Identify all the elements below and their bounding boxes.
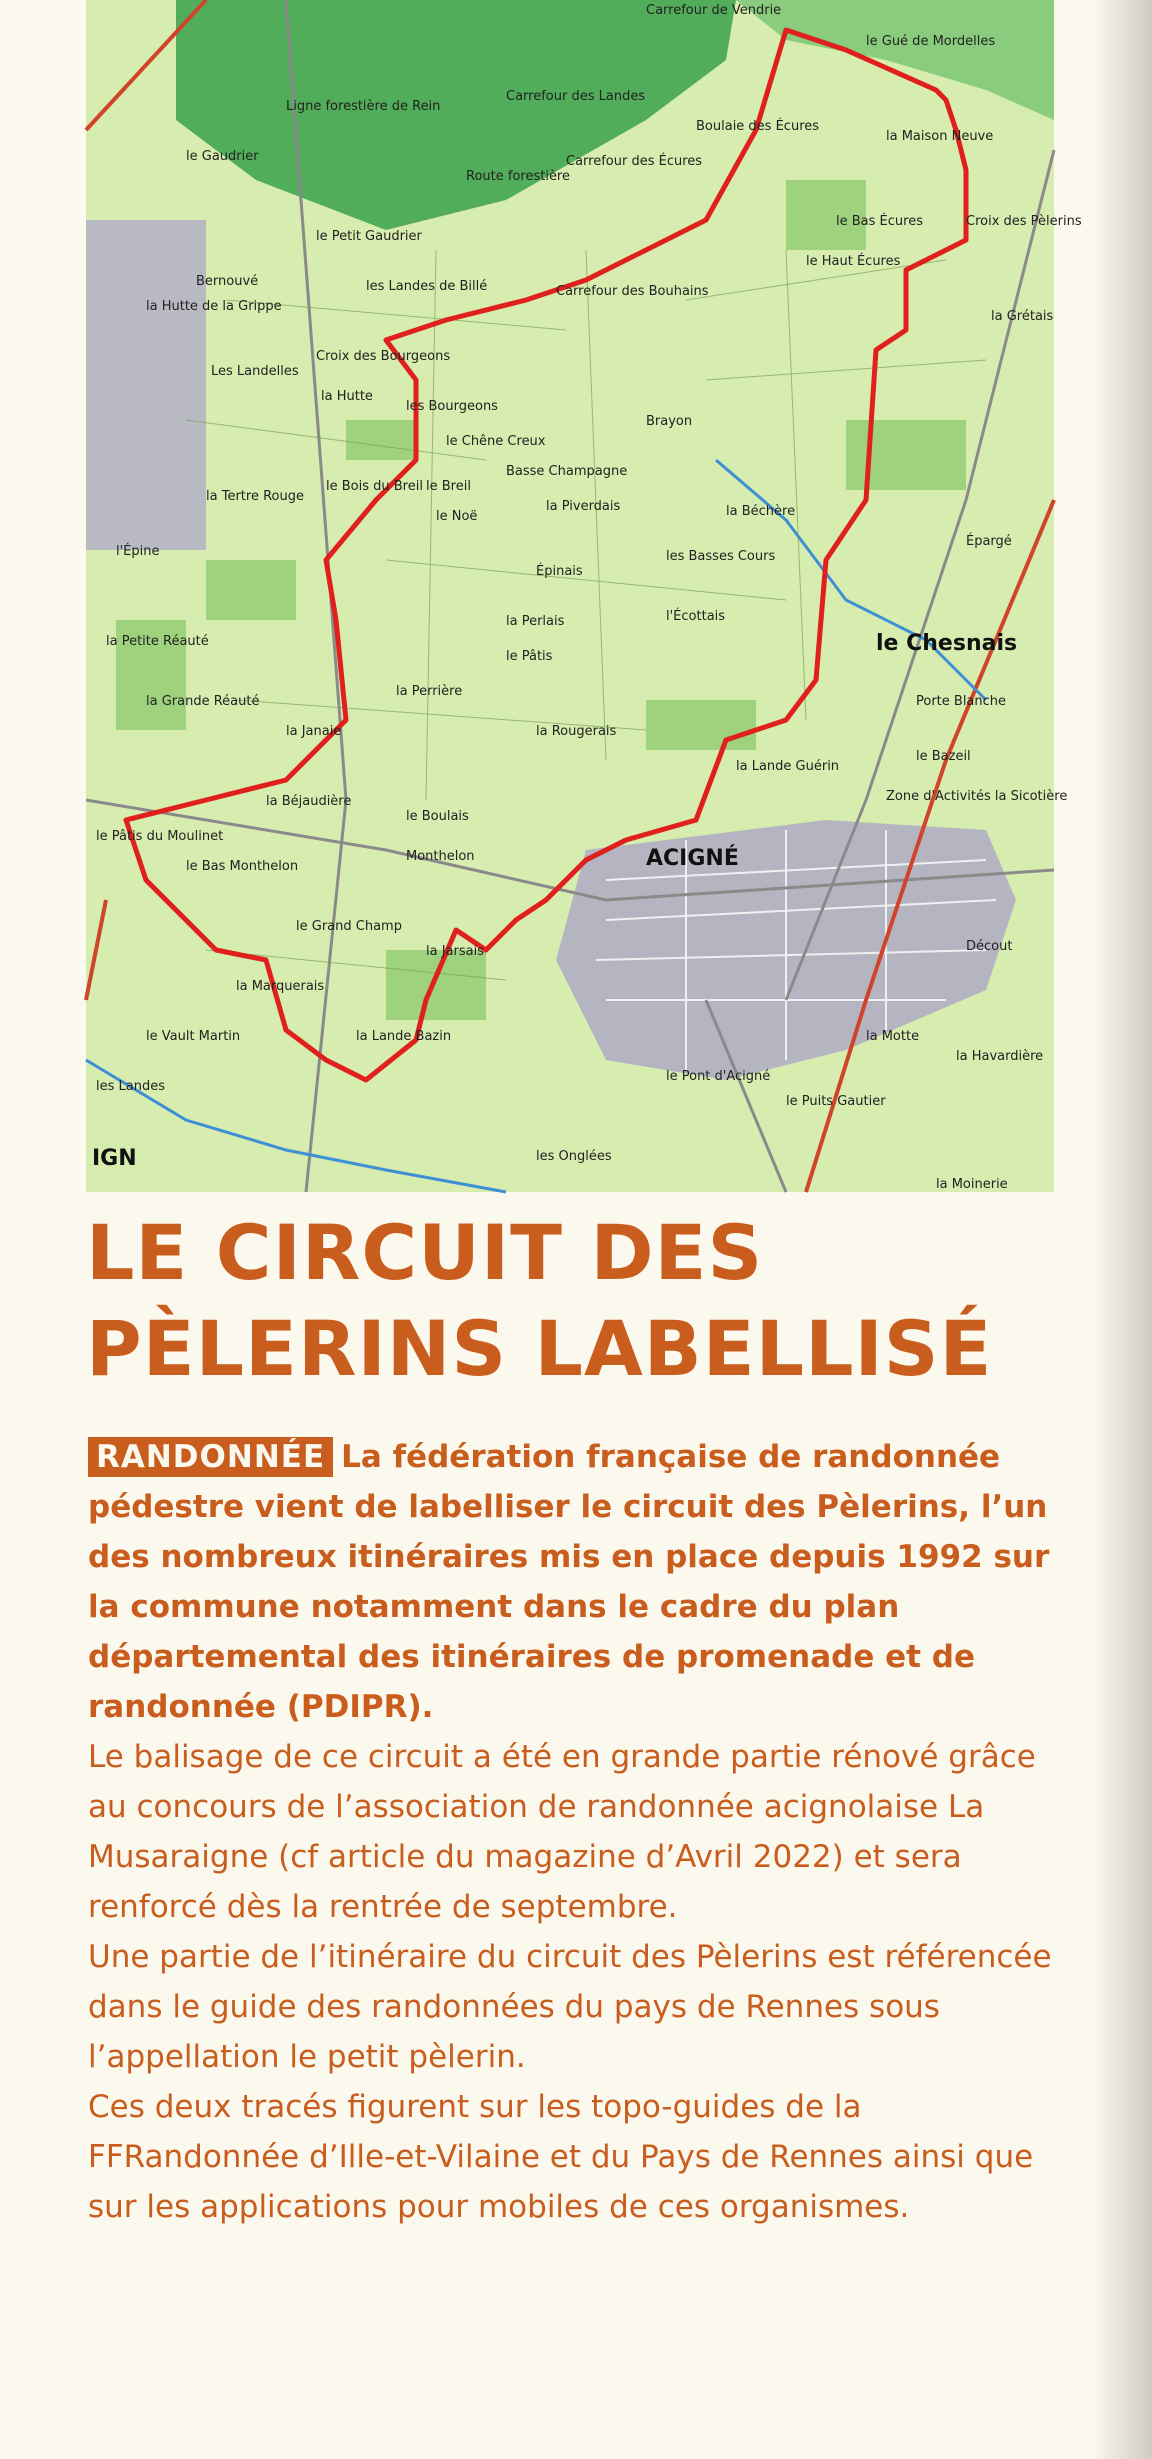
map-label: la Motte xyxy=(866,1029,920,1044)
map-label: les Bourgeons xyxy=(406,399,498,414)
lead-text: La fédération française de randonnée pédestre vient de labelliser le circuit des Pèlerins, l’un des nombreux itinéraires mis en place depuis 1992 sur la commune notamment dans le cadre du plan départemental des itinéraires de promenade et de randonnée (PDIPR). xyxy=(88,1439,1050,1725)
map-label: le Noë xyxy=(436,509,478,524)
map-label: le Bois du Breil xyxy=(326,479,423,494)
map-label: Les Landelles xyxy=(211,364,299,379)
map-label: Carrefour des Bouhains xyxy=(556,284,709,299)
map-label: Bernouvé xyxy=(196,274,259,289)
map-svg xyxy=(86,0,1082,1192)
map-label: Brayon xyxy=(646,414,693,429)
map-label: la Grétais xyxy=(991,309,1054,324)
map-label: Croix des Pèlerins xyxy=(966,214,1082,229)
map-label: les Landes xyxy=(96,1079,165,1094)
map-label: Épinais xyxy=(536,564,583,579)
map-label: Monthelon xyxy=(406,849,475,864)
map-label: le Petit Gaudrier xyxy=(316,229,422,244)
map-label: le Boulais xyxy=(406,809,469,824)
map-label: le Pont d'Acigné xyxy=(666,1069,771,1084)
map-label: la Lande Guérin xyxy=(736,759,840,774)
map-label: la Moinerie xyxy=(936,1177,1008,1192)
article-body xyxy=(88,1432,1078,2232)
body-paragraph-1: Le balisage de ce circuit a été en grande partie rénové grâce au concours de l’association de randonnée acignolaise La Musaraigne (cf article du magazine d’Avril 2022) et sera renforcé dès la rentrée de septembre. xyxy=(88,1739,1036,1925)
map-label: le Gaudrier xyxy=(186,149,259,164)
map-label: la Tertre Rouge xyxy=(206,489,304,504)
map-label: Carrefour des Écures xyxy=(566,154,703,169)
map-label: le Grand Champ xyxy=(296,919,402,934)
map-label: Porte Blanche xyxy=(916,694,1007,709)
map-label: Ligne forestière de Rein xyxy=(286,99,441,114)
map-label: le Puits Gautier xyxy=(786,1094,886,1109)
map-label: ACIGNÉ xyxy=(646,846,739,871)
map-label: le Chêne Creux xyxy=(446,434,546,449)
map-label: la Piverdais xyxy=(546,499,621,514)
lead-paragraph xyxy=(88,1432,1078,1732)
map-label: Carrefour de Vendrie xyxy=(646,3,782,18)
map-label: le Pâtis xyxy=(506,649,553,664)
map-label: le Haut Écures xyxy=(806,254,901,269)
map-label: Route forestière xyxy=(466,169,570,184)
map-label: Carrefour des Landes xyxy=(506,89,646,104)
body-paragraph-3: Ces deux tracés figurent sur les topo-guides de la FFRandonnée d’Ille-et-Vilaine et du Pays de Rennes ainsi que sur les applications pour mobiles de ces organismes. xyxy=(88,2089,1034,2225)
map-label: Épargé xyxy=(966,534,1012,549)
map-label: la Béchère xyxy=(726,504,796,519)
map-label: Croix des Bourgeons xyxy=(316,349,451,364)
map-label: la Janaie xyxy=(286,724,342,739)
page-edge-shadow xyxy=(1092,0,1152,2459)
map-label: la Lande Bazin xyxy=(356,1029,452,1044)
map-label: la Perlais xyxy=(506,614,565,629)
map-label: IGN xyxy=(92,1146,137,1171)
body-paragraph-2: Une partie de l’itinéraire du circuit des Pèlerins est référencée dans le guide des randonnées du pays de Rennes sous l’appellation le petit pèlerin. xyxy=(88,1939,1052,2075)
map-label: Boulaie des Écures xyxy=(696,119,820,134)
map-label: la Marquerais xyxy=(236,979,325,994)
map-label: les Basses Cours xyxy=(666,549,776,564)
map-label: le Bas Monthelon xyxy=(186,859,299,874)
article-title xyxy=(86,1205,1086,1397)
map-label: le Vault Martin xyxy=(146,1029,241,1044)
map-label: la Petite Réauté xyxy=(106,634,209,649)
map-label: le Bas Écures xyxy=(836,214,923,229)
map-label: l'Écottais xyxy=(666,609,726,624)
topographic-map xyxy=(86,0,1082,1192)
map-label: les Landes de Billé xyxy=(366,279,488,294)
kicker-badge: RANDONNÉE xyxy=(88,1437,333,1477)
map-label: le Chesnais xyxy=(876,631,1018,656)
map-label: l'Épine xyxy=(116,544,160,559)
map-label: la Jarsais xyxy=(426,944,484,959)
map-label: la Hutte xyxy=(321,389,373,404)
map-label: le Bazeil xyxy=(916,749,971,764)
map-label: Zone d'Activités la Sicotière xyxy=(886,789,1068,804)
map-label: Décout xyxy=(966,939,1013,954)
map-label: la Perrière xyxy=(396,684,463,699)
map-label: la Béjaudière xyxy=(266,794,352,809)
title-line-1: LE CIRCUIT DES xyxy=(86,1208,764,1297)
map-label: les Onglées xyxy=(536,1149,612,1164)
map-label: la Grande Réauté xyxy=(146,694,260,709)
map-label: le Pâtis du Moulinet xyxy=(96,829,224,844)
map-label: la Rougerais xyxy=(536,724,617,739)
map-label: la Maison Neuve xyxy=(886,129,994,144)
map-label: le Gué de Mordelles xyxy=(866,34,996,49)
title-line-2: PÈLERINS LABELLISÉ xyxy=(86,1304,993,1393)
map-label: le Breil xyxy=(426,479,471,494)
map-label: Basse Champagne xyxy=(506,464,628,479)
map-label: la Havardière xyxy=(956,1049,1044,1064)
map-label: la Hutte de la Grippe xyxy=(146,299,282,314)
